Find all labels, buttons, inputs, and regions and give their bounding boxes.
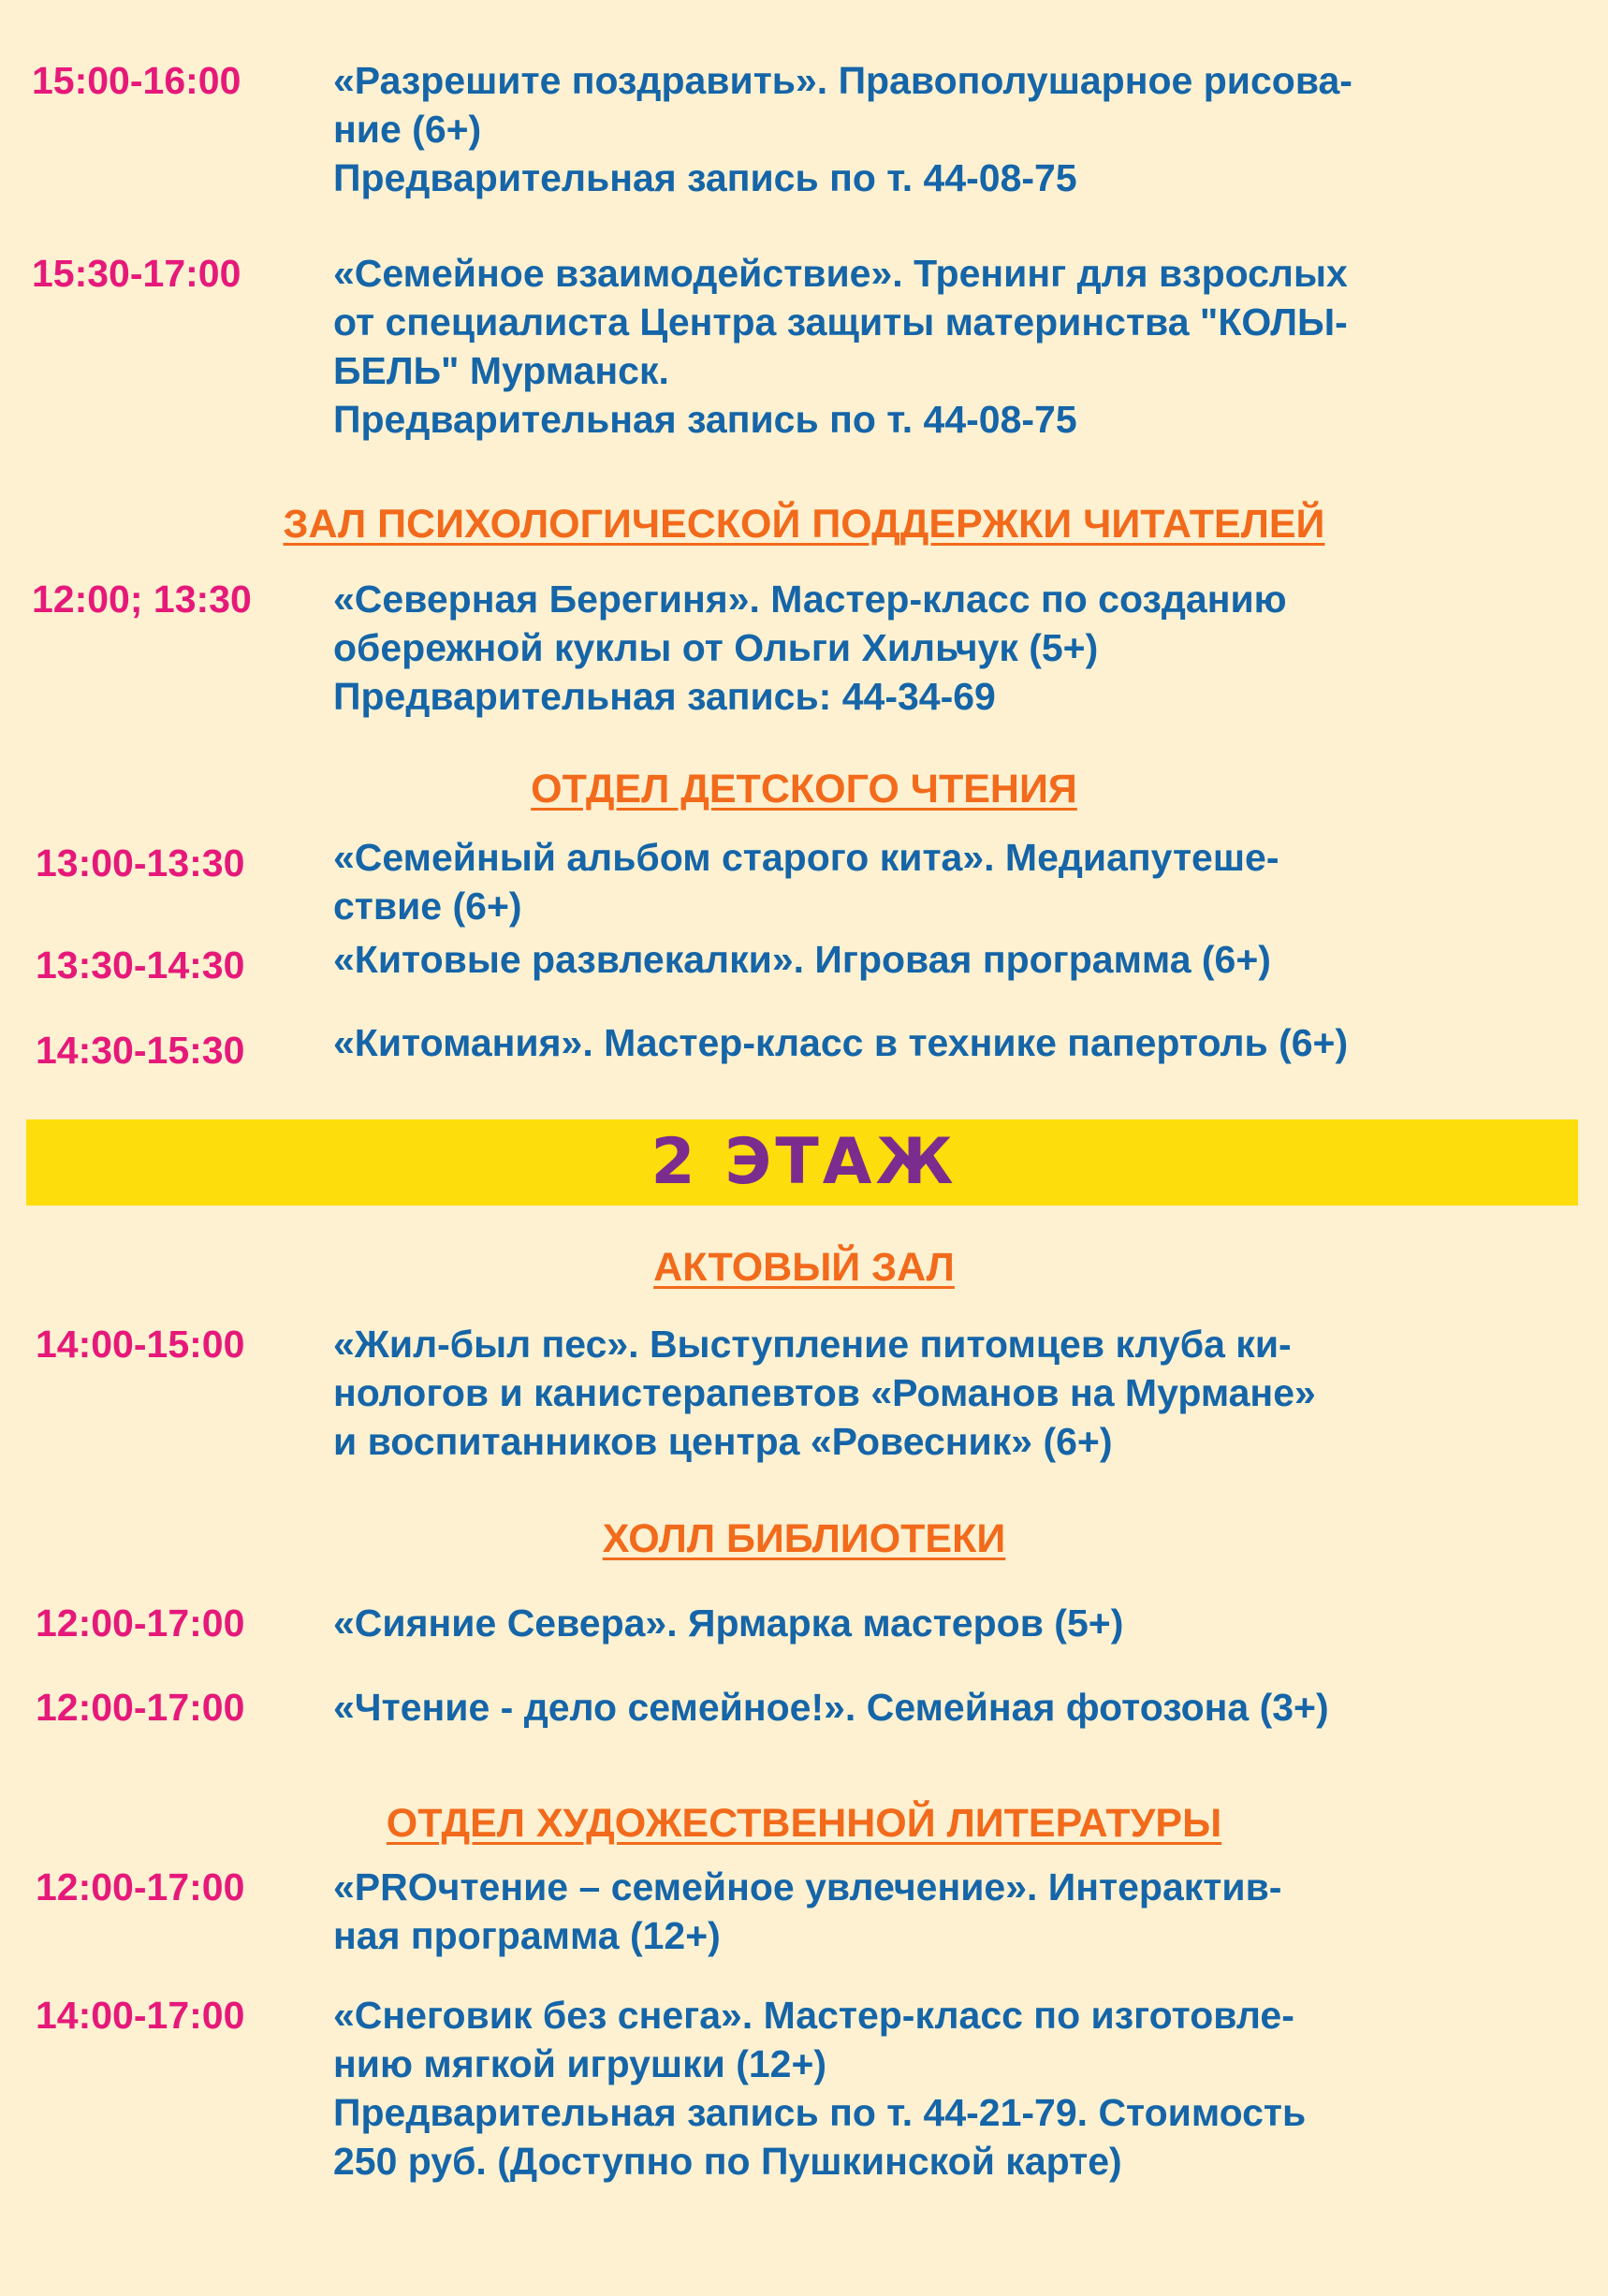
event-description <box>333 1018 1569 1067</box>
event-description <box>333 575 1569 721</box>
event-time: 12:00-17:00 <box>36 1601 245 1645</box>
event-time: 13:00-13:30 <box>36 841 245 885</box>
event-line: нологов и канистерапевтов «Романов на Мурмане» <box>333 1371 1316 1414</box>
event-price: 250 руб. (Доступно по Пушкинской карте) <box>333 2140 1122 2183</box>
event-time: 14:00-17:00 <box>36 1994 245 2037</box>
section-title-text: ОТДЕЛ ХУДОЖЕСТВЕННОЙ ЛИТЕРАТУРЫ <box>386 1801 1222 1846</box>
event-time: 13:30-14:30 <box>36 943 245 987</box>
event-description <box>333 935 1569 984</box>
event-description <box>333 1863 1569 1960</box>
event-time: 14:00-15:00 <box>36 1323 245 1366</box>
section-title-fiction <box>0 1797 1608 1850</box>
event-time: 14:30-15:30 <box>36 1029 245 1072</box>
event-line: и воспитанников центра «Ровесник» (6+) <box>333 1420 1113 1463</box>
event-line: «Северная Берегиня». Мастер-класс по созданию <box>333 578 1287 621</box>
event-description <box>333 56 1569 202</box>
section-title-text: ОТДЕЛ ДЕТСКОГО ЧТЕНИЯ <box>531 767 1077 812</box>
event-description <box>333 249 1569 444</box>
event-registration: Предварительная запись: 44-34-69 <box>333 675 996 718</box>
event-line: «Китовые развлекалки». Игровая программа (6+) <box>333 938 1271 981</box>
section-title-text: ЗАЛ ПСИХОЛОГИЧЕСКОЙ ПОДДЕРЖКИ ЧИТАТЕЛЕЙ <box>283 502 1325 547</box>
event-line: «PROчтение – семейное увлечение». Интерактив- <box>333 1865 1282 1908</box>
event-description <box>333 1599 1569 1647</box>
event-line: «Китомания». Мастер-класс в технике папертоль (6+) <box>333 1021 1349 1064</box>
event-line: обережной куклы от Ольги Хильчук (5+) <box>333 626 1099 669</box>
event-line: «Семейный альбом старого кита». Медиапутеше- <box>333 836 1279 879</box>
event-registration: Предварительная запись по т. 44-08-75 <box>333 156 1077 199</box>
event-time: 15:00-16:00 <box>32 59 241 102</box>
event-line: «Жил-был пес». Выступление питомцев клуба ки- <box>333 1323 1292 1366</box>
event-time: 12:00; 13:30 <box>32 578 252 621</box>
event-line: «Сияние Севера». Ярмарка мастеров (5+) <box>333 1601 1124 1645</box>
event-line: «Семейное взаимодействие». Тренинг для взрослых <box>333 252 1348 295</box>
event-time: 12:00-17:00 <box>36 1865 245 1908</box>
event-time: 15:30-17:00 <box>32 252 241 295</box>
event-line: от специалиста Центра защиты материнства "КОЛЫ- <box>333 300 1348 344</box>
event-description <box>333 833 1569 930</box>
event-description <box>333 1991 1569 2186</box>
event-description <box>333 1320 1569 1466</box>
event-line: нию мягкой игрушки (12+) <box>333 2042 827 2085</box>
event-description <box>333 1683 1569 1732</box>
floor-title: 2 ЭТАЖ <box>651 1125 957 1199</box>
section-title-library-hall <box>0 1513 1608 1565</box>
event-line: ствие (6+) <box>333 885 522 928</box>
event-time: 12:00-17:00 <box>36 1686 245 1729</box>
section-title-text: ХОЛЛ БИБЛИОТЕКИ <box>602 1516 1006 1561</box>
event-line: БЕЛЬ" Мурманск. <box>333 349 669 392</box>
event-line: ние (6+) <box>333 108 482 151</box>
section-title-psych-support <box>0 498 1608 550</box>
event-line: «Чтение - дело семейное!». Семейная фотозона (3+) <box>333 1686 1329 1729</box>
section-title-text: АКТОВЫЙ ЗАЛ <box>653 1245 955 1290</box>
section-title-assembly-hall <box>0 1241 1608 1294</box>
event-registration: Предварительная запись по т. 44-21-79. Стоимость <box>333 2091 1307 2134</box>
event-registration: Предварительная запись по т. 44-08-75 <box>333 398 1077 441</box>
event-line: «Снеговик без снега». Мастер-класс по изготовле- <box>333 1994 1294 2037</box>
event-line: «Разрешите поздравить». Правополушарное рисова- <box>333 59 1352 102</box>
section-title-kids-reading <box>0 763 1608 815</box>
event-line: ная программа (12+) <box>333 1914 721 1957</box>
